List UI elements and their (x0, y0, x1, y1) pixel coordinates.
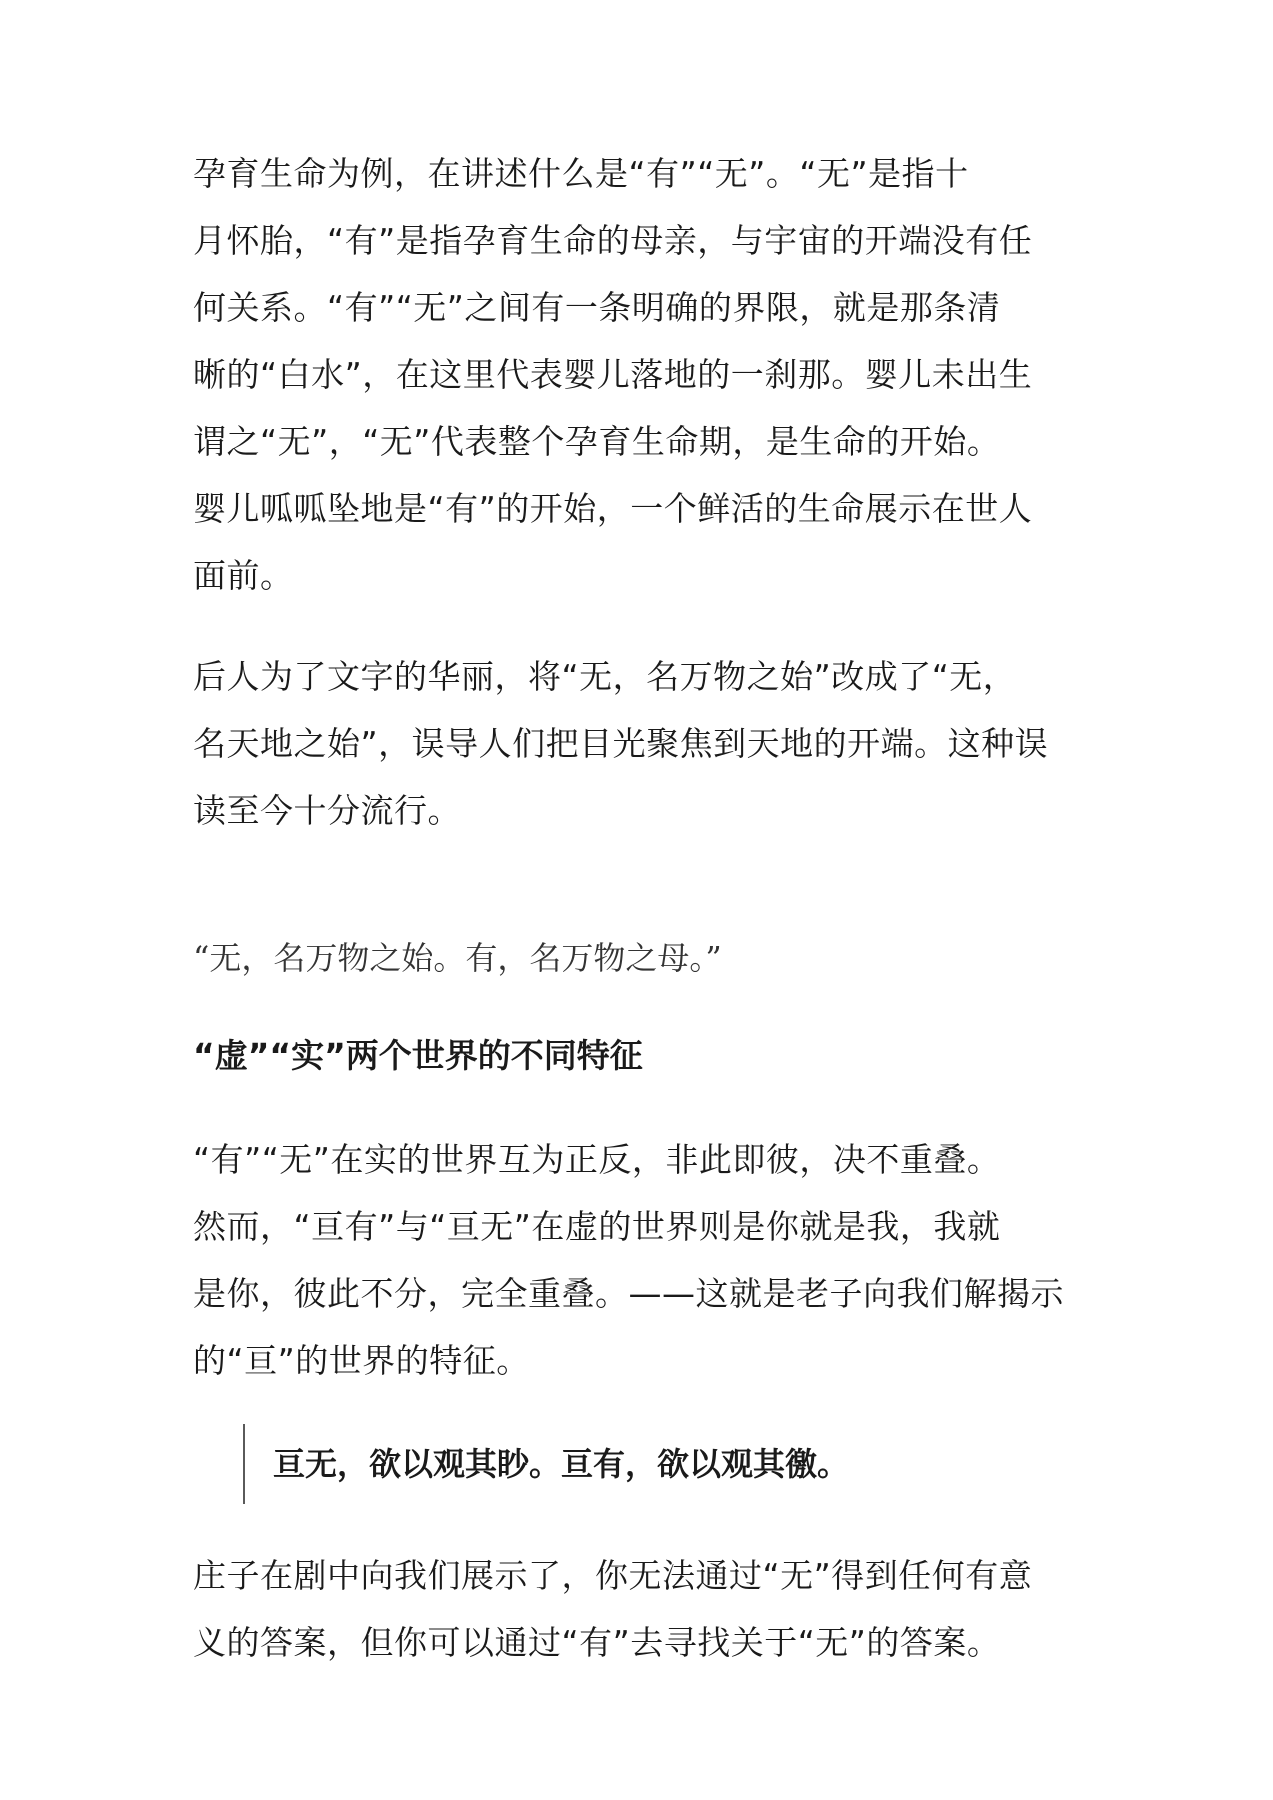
text-line: 何关系。“有”“无”之间有一条明确的界限，就是那条清 (193, 288, 1001, 327)
text-line: 谓之“无”，“无”代表整个孕育生命期，是生命的开始。 (193, 422, 1001, 461)
section-heading: “虚”“实”两个世界的不同特征 (193, 1036, 643, 1075)
paragraph-birth-analogy (193, 140, 1088, 609)
text-line: “有”“无”在实的世界互为正反，非此即彼，决不重叠。 (193, 1140, 1001, 1179)
text-line: 晰的“白水”，在这里代表婴儿落地的一刹那。婴儿未出生 (193, 355, 1033, 394)
text-line: 庄子在剧中向我们展示了，你无法通过“无”得到任何有意 (193, 1556, 1033, 1595)
paragraph-zhuangzi (193, 1542, 1088, 1676)
text-line: 面前。 (193, 556, 294, 595)
text-line: 是你，彼此不分，完全重叠。——这就是老子向我们解揭示 (193, 1274, 1064, 1313)
article (193, 140, 1088, 1676)
text-line: 婴儿呱呱坠地是“有”的开始，一个鲜活的生命展示在世人 (193, 489, 1033, 528)
text-line: 名天地之始”，误导人们把目光聚焦到天地的开端。这种误 (193, 724, 1049, 763)
text-line: 的“亘”的世界的特征。 (193, 1341, 530, 1380)
blockquote: 亘无，欲以观其眇。亘有，欲以观其徼。 (243, 1424, 1088, 1504)
text-line: 后人为了文字的华丽，将“无，名万物之始”改成了“无， (193, 657, 1017, 696)
text-line: 义的答案，但你可以通过“有”去寻找关于“无”的答案。 (193, 1623, 1001, 1662)
text-line: 读至今十分流行。 (193, 791, 461, 830)
text-line: 然而，“亘有”与“亘无”在虚的世界则是你就是我，我就 (193, 1207, 1001, 1246)
paragraph-misreading (193, 643, 1088, 844)
text-line: 月怀胎，“有”是指孕育生命的母亲，与宇宙的开端没有任 (193, 221, 1033, 260)
text-line: 孕育生命为例，在讲述什么是“有”“无”。“无”是指十 (193, 154, 969, 193)
classical-quote: “无，名万物之始。有，名万物之母。” (193, 939, 722, 977)
paragraph-two-worlds (193, 1126, 1088, 1394)
